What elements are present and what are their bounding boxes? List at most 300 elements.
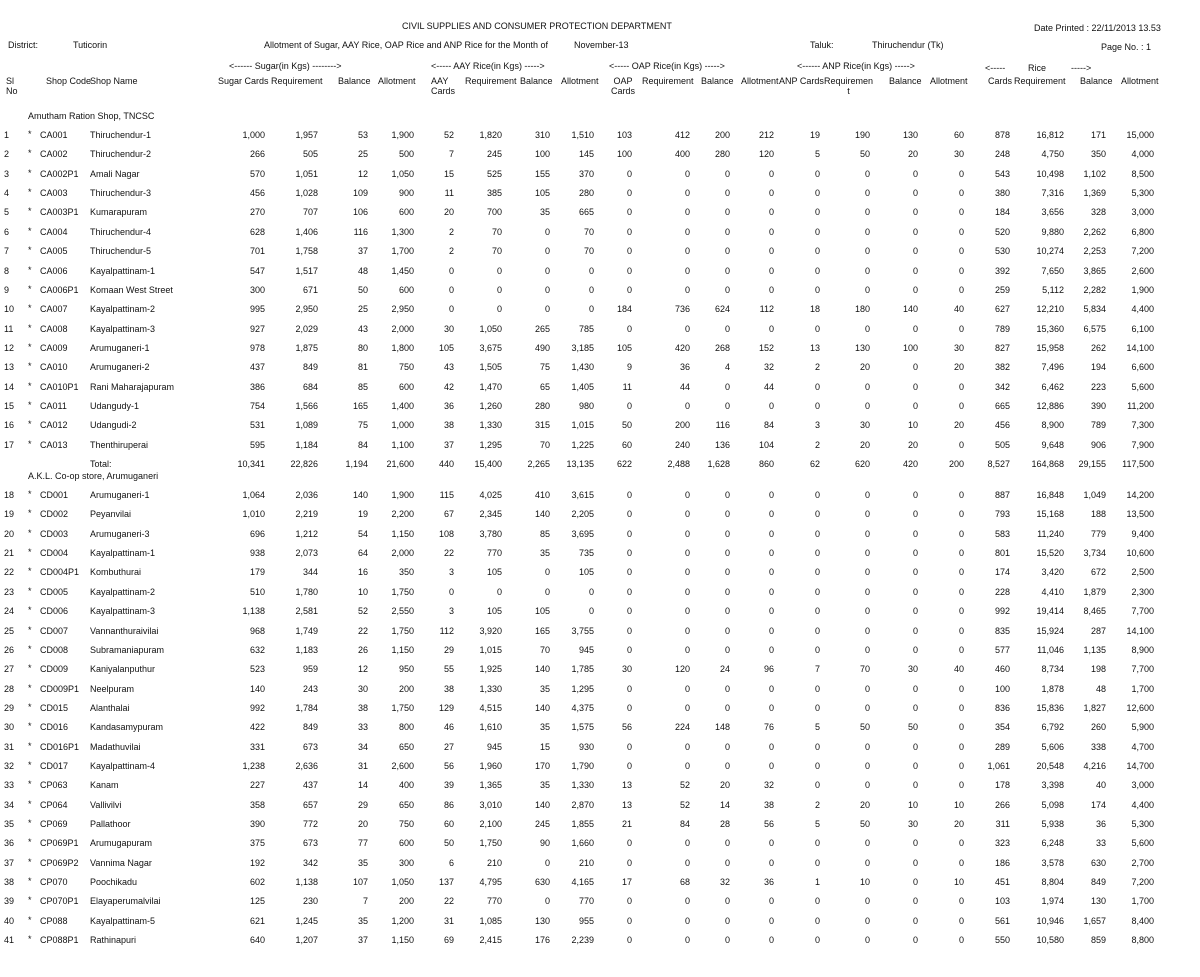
aay-requirement: 1,960 bbox=[479, 760, 502, 771]
aay-allotment: 930 bbox=[578, 741, 594, 752]
shop-code: CA011 bbox=[40, 400, 67, 411]
aay-allotment: 1,660 bbox=[571, 838, 594, 849]
anp-requirement: 0 bbox=[864, 548, 870, 559]
aay-allotment: 4,375 bbox=[571, 702, 594, 713]
rice-requirement: 9,880 bbox=[1041, 226, 1064, 237]
shop-code: CA012 bbox=[40, 420, 68, 431]
aay-allotment: 735 bbox=[578, 548, 594, 559]
sugar-balance: 25 bbox=[357, 304, 368, 315]
oap-cards: 0 bbox=[626, 400, 632, 411]
rice-allotment: 14,700 bbox=[1126, 760, 1154, 771]
rice-cards: 1,061 bbox=[987, 760, 1010, 771]
rice-allotment: 15,000 bbox=[1126, 130, 1154, 140]
rice-allotment: 5,300 bbox=[1131, 188, 1154, 199]
rice-allotment: 8,400 bbox=[1131, 915, 1154, 926]
oap-balance: 0 bbox=[724, 567, 730, 578]
rice-balance: 174 bbox=[1090, 799, 1106, 810]
shop-code: CA003 bbox=[40, 188, 68, 199]
rice-cards: 543 bbox=[994, 168, 1010, 179]
district-value: Tuticorin bbox=[73, 40, 108, 50]
row-bullet-icon: * bbox=[28, 508, 32, 519]
anp-allotment-total: 200 bbox=[948, 459, 964, 469]
oap-allotment: 0 bbox=[768, 644, 774, 655]
aay-balance: 165 bbox=[534, 625, 550, 636]
col-rice-balance: Balance bbox=[1080, 76, 1113, 86]
aay-cards: 69 bbox=[443, 935, 454, 946]
anp-requirement: 0 bbox=[864, 935, 870, 946]
aay-cards: 115 bbox=[439, 490, 454, 500]
shop-code: CP069P2 bbox=[40, 857, 79, 868]
shop-name: Kanam bbox=[90, 780, 119, 791]
rice-requirement: 5,938 bbox=[1041, 819, 1064, 829]
sugar-balance: 10 bbox=[357, 586, 368, 597]
oap-requirement: 0 bbox=[684, 246, 690, 257]
row-bullet-icon: * bbox=[28, 303, 32, 314]
col-anp-allotment: Allotment bbox=[930, 76, 968, 86]
oap-requirement: 420 bbox=[674, 342, 690, 353]
anp-requirement: 0 bbox=[864, 741, 870, 752]
rice-allotment: 14,200 bbox=[1126, 490, 1154, 500]
sugar-balance: 52 bbox=[357, 606, 368, 617]
shop-name: Arumuganeri-3 bbox=[90, 528, 150, 539]
rice-cards: 103 bbox=[994, 896, 1010, 907]
rice-requirement: 19,414 bbox=[1036, 606, 1064, 617]
rice-requirement: 4,410 bbox=[1041, 586, 1064, 597]
anp-requirement: 30 bbox=[859, 420, 870, 431]
rice-requirement: 7,496 bbox=[1041, 362, 1064, 373]
aay-balance: 140 bbox=[534, 509, 550, 520]
aay-balance: 140 bbox=[534, 664, 550, 675]
col-oap-balance: Balance bbox=[701, 76, 734, 86]
department-title: CIVIL SUPPLIES AND CONSUMER PROTECTION DEPARTMENT bbox=[402, 21, 672, 31]
shop-code: CD008 bbox=[40, 644, 69, 655]
sugar-cards: 510 bbox=[249, 586, 265, 597]
anp-balance: 0 bbox=[912, 780, 918, 791]
oap-cards: 0 bbox=[626, 857, 632, 868]
rice-cards: 311 bbox=[995, 819, 1010, 829]
sugar-allotment: 650 bbox=[398, 741, 414, 752]
sugar-allotment: 1,750 bbox=[391, 586, 414, 597]
aay-cards: 52 bbox=[443, 130, 454, 140]
shop-name: Arumuganeri-1 bbox=[90, 490, 150, 500]
shop-name: Subramaniapuram bbox=[90, 644, 165, 655]
sl-no: 5 bbox=[4, 207, 10, 218]
col-aay-allotment: Allotment bbox=[561, 76, 599, 86]
sugar-allotment: 1,800 bbox=[391, 342, 414, 353]
aay-allotment: 0 bbox=[588, 284, 594, 295]
sugar-balance: 77 bbox=[357, 838, 368, 849]
sugar-balance: 12 bbox=[357, 168, 368, 179]
shop-name: Pallathoor bbox=[90, 819, 131, 829]
aay-allotment: 3,615 bbox=[571, 490, 594, 500]
aay-requirement: 2,100 bbox=[479, 819, 502, 829]
shop-code: CA008 bbox=[40, 323, 68, 334]
aay-requirement: 1,820 bbox=[479, 130, 502, 140]
oap-allotment: 0 bbox=[768, 760, 774, 771]
row-bullet-icon: * bbox=[28, 876, 32, 886]
aay-cards: 0 bbox=[448, 586, 454, 597]
rice-cards: 827 bbox=[994, 342, 1010, 353]
row-bullet-icon: * bbox=[28, 167, 32, 178]
sugar-requirement: 2,029 bbox=[295, 323, 318, 334]
sl-no: 21 bbox=[4, 548, 15, 559]
anp-allotment: 0 bbox=[958, 838, 964, 849]
shop-name: Thiruchendur-1 bbox=[90, 130, 152, 140]
sugar-cards: 754 bbox=[249, 400, 265, 411]
rice-cards: 342 bbox=[994, 381, 1010, 392]
oap-cards: 21 bbox=[621, 819, 632, 829]
sugar-requirement: 1,780 bbox=[295, 586, 318, 597]
aay-allotment: 1,225 bbox=[571, 439, 594, 450]
aay-allotment: 70 bbox=[583, 226, 594, 237]
shop-name: Thiruchendur-4 bbox=[90, 226, 152, 237]
anp-balance: 0 bbox=[912, 683, 918, 694]
aay-balance: 0 bbox=[544, 896, 550, 907]
sugar-allotment: 2,950 bbox=[391, 304, 414, 315]
oap-cards: 0 bbox=[626, 896, 632, 907]
aay-requirement: 0 bbox=[496, 284, 502, 295]
sugar-allotment: 2,600 bbox=[391, 760, 414, 771]
aay-balance: 35 bbox=[539, 780, 550, 791]
anp-requirement: 0 bbox=[864, 490, 870, 500]
oap-balance: 0 bbox=[724, 606, 730, 617]
oap-requirement: 0 bbox=[684, 838, 690, 849]
oap-allotment: 32 bbox=[763, 362, 774, 373]
rice-requirement: 15,958 bbox=[1036, 342, 1064, 353]
rice-balance: 171 bbox=[1090, 130, 1106, 140]
rice-requirement: 16,812 bbox=[1036, 130, 1064, 140]
anp-requirement: 20 bbox=[859, 362, 870, 373]
oap-allotment: 0 bbox=[768, 586, 774, 597]
shop-code: CA004 bbox=[40, 226, 68, 237]
anp-balance: 0 bbox=[912, 548, 918, 559]
anp-requirement: 0 bbox=[864, 207, 870, 218]
oap-requirement: 0 bbox=[684, 509, 690, 520]
anp-cards: 3 bbox=[814, 420, 820, 431]
aay-cards: 29 bbox=[443, 644, 454, 655]
oap-requirement: 0 bbox=[684, 606, 690, 617]
anp-balance: 100 bbox=[902, 342, 918, 353]
shop-name: Kombuthurai bbox=[90, 567, 142, 578]
rice-cards: 259 bbox=[994, 284, 1010, 295]
sugar-balance: 106 bbox=[352, 207, 368, 218]
anp-balance: 0 bbox=[912, 265, 918, 276]
sugar-requirement: 1,517 bbox=[295, 265, 318, 276]
sugar-allotment: 300 bbox=[398, 857, 414, 868]
anp-cards: 0 bbox=[814, 400, 820, 411]
oap-allotment: 0 bbox=[768, 188, 774, 199]
sugar-cards: 1,138 bbox=[242, 606, 265, 617]
oap-allotment: 0 bbox=[768, 490, 774, 500]
sugar-requirement: 230 bbox=[302, 896, 318, 907]
page-number: Page No. : 1 bbox=[1101, 42, 1152, 52]
rice-balance: 789 bbox=[1090, 420, 1106, 431]
shop-name: Kumarapuram bbox=[90, 207, 148, 218]
sugar-cards: 375 bbox=[249, 838, 265, 849]
col-oap-requirement: Requirement bbox=[642, 76, 694, 86]
rice-balance: 198 bbox=[1090, 664, 1106, 675]
anp-allotment: 0 bbox=[958, 567, 964, 578]
oap-allotment: 0 bbox=[768, 896, 774, 907]
sugar-allotment: 1,400 bbox=[391, 400, 414, 411]
sugar-requirement: 1,212 bbox=[295, 528, 318, 539]
sugar-allotment: 1,300 bbox=[391, 226, 414, 237]
oap-balance: 0 bbox=[724, 915, 730, 926]
row-bullet-icon: * bbox=[28, 759, 32, 770]
oap-requirement: 0 bbox=[684, 226, 690, 237]
row-bullet-icon: * bbox=[28, 643, 32, 654]
row-bullet-icon: * bbox=[28, 129, 32, 139]
rice-balance: 906 bbox=[1090, 439, 1106, 450]
rice-allotment: 10,600 bbox=[1126, 548, 1154, 559]
rice-requirement: 15,836 bbox=[1036, 702, 1064, 713]
sugar-requirement: 2,219 bbox=[295, 509, 318, 520]
aay-requirement: 4,795 bbox=[479, 877, 502, 887]
oap-allotment: 212 bbox=[758, 130, 774, 140]
aay-requirement: 70 bbox=[491, 246, 502, 257]
sugar-balance: 34 bbox=[357, 741, 368, 752]
shop-code: CD017 bbox=[40, 760, 69, 771]
rice-cards: 878 bbox=[994, 130, 1010, 140]
shop-name: Arumugapuram bbox=[90, 838, 153, 849]
row-bullet-icon: * bbox=[28, 489, 32, 499]
anp-balance: 50 bbox=[907, 722, 918, 733]
rice-balance: 2,282 bbox=[1083, 284, 1106, 295]
anp-cards: 0 bbox=[814, 683, 820, 694]
rice-balance: 859 bbox=[1090, 935, 1106, 946]
sugar-cards: 1,238 bbox=[242, 760, 265, 771]
sugar-allotment: 1,450 bbox=[391, 265, 414, 276]
aay-cards: 105 bbox=[438, 342, 454, 353]
rice-allotment: 2,600 bbox=[1131, 265, 1154, 276]
anp-balance: 0 bbox=[912, 168, 918, 179]
rice-allotment-total: 117,500 bbox=[1122, 459, 1154, 469]
oap-cards: 0 bbox=[626, 168, 632, 179]
sugar-cards: 570 bbox=[249, 168, 265, 179]
anp-requirement: 0 bbox=[864, 625, 870, 636]
anp-allotment: 0 bbox=[958, 702, 964, 713]
rice-cards: 186 bbox=[994, 857, 1010, 868]
aay-allotment: 0 bbox=[588, 606, 594, 617]
oap-allotment: 0 bbox=[768, 935, 774, 946]
oap-requirement: 240 bbox=[674, 439, 690, 450]
sl-no: 37 bbox=[4, 857, 15, 868]
oap-requirement: 0 bbox=[684, 702, 690, 713]
aay-cards: 22 bbox=[443, 896, 454, 907]
rice-allotment: 3,000 bbox=[1131, 780, 1154, 791]
oap-allotment: 0 bbox=[768, 207, 774, 218]
aay-requirement: 0 bbox=[496, 586, 502, 597]
aay-allotment: 2,870 bbox=[571, 799, 594, 810]
rice-requirement: 15,168 bbox=[1036, 509, 1064, 520]
sugar-requirement: 1,406 bbox=[295, 226, 318, 237]
rice-group-header-right: -----> bbox=[1071, 63, 1092, 73]
aay-balance: 0 bbox=[544, 304, 550, 315]
sugar-allotment: 1,050 bbox=[391, 877, 414, 887]
shop-code: CP064 bbox=[40, 799, 68, 810]
oap-balance: 0 bbox=[724, 857, 730, 868]
sugar-allotment: 600 bbox=[398, 838, 414, 849]
oap-allotment: 0 bbox=[768, 168, 774, 179]
rice-allotment: 6,100 bbox=[1131, 323, 1154, 334]
anp-requirement-total: 620 bbox=[854, 459, 870, 469]
sugar-allotment: 950 bbox=[398, 664, 414, 675]
anp-balance: 30 bbox=[907, 664, 918, 675]
aay-requirement: 3,010 bbox=[479, 799, 502, 810]
rice-cards: 456 bbox=[994, 420, 1010, 431]
rice-requirement: 7,316 bbox=[1041, 188, 1064, 199]
sugar-balance: 165 bbox=[352, 400, 368, 411]
anp-allotment: 0 bbox=[958, 935, 964, 946]
sugar-requirement: 344 bbox=[302, 567, 318, 578]
shop-name: Kayalpattinam-5 bbox=[90, 915, 156, 926]
row-bullet-icon: * bbox=[28, 682, 32, 693]
row-bullet-icon: * bbox=[28, 779, 32, 790]
oap-requirement: 0 bbox=[684, 528, 690, 539]
row-bullet-icon: * bbox=[28, 283, 32, 294]
oap-requirement: 0 bbox=[684, 168, 690, 179]
anp-requirement: 0 bbox=[864, 838, 870, 849]
rice-balance: 328 bbox=[1090, 207, 1106, 218]
shop-code: CA013 bbox=[40, 439, 68, 450]
aay-requirement: 245 bbox=[486, 149, 502, 160]
anp-balance: 0 bbox=[912, 246, 918, 257]
anp-balance: 130 bbox=[902, 130, 918, 140]
sugar-cards: 640 bbox=[249, 935, 265, 946]
oap-balance: 20 bbox=[719, 780, 730, 791]
anp-requirement: 0 bbox=[864, 586, 870, 597]
oap-balance: 0 bbox=[724, 838, 730, 849]
oap-requirement: 84 bbox=[679, 819, 690, 829]
oap-cards: 13 bbox=[621, 799, 632, 810]
oap-cards: 0 bbox=[626, 188, 632, 199]
rice-balance: 194 bbox=[1090, 362, 1106, 373]
aay-balance: 65 bbox=[539, 381, 550, 392]
aay-cards: 3 bbox=[448, 606, 454, 617]
anp-cards: 0 bbox=[814, 188, 820, 199]
shop-name: Kayalpattinam-3 bbox=[90, 323, 156, 334]
sugar-allotment-total: 21,600 bbox=[386, 459, 414, 469]
shop-name: Amali Nagar bbox=[90, 168, 140, 179]
aay-cards: 50 bbox=[443, 838, 454, 849]
aay-requirement: 1,505 bbox=[479, 362, 502, 373]
oap-requirement: 0 bbox=[684, 265, 690, 276]
sugar-allotment: 1,150 bbox=[391, 528, 414, 539]
rice-balance: 849 bbox=[1090, 877, 1106, 887]
district-label: District: bbox=[8, 40, 38, 50]
oap-balance: 0 bbox=[724, 548, 730, 559]
anp-requirement: 0 bbox=[864, 780, 870, 791]
oap-balance: 4 bbox=[724, 362, 730, 373]
anp-balance: 0 bbox=[912, 606, 918, 617]
rice-allotment: 2,700 bbox=[1131, 857, 1154, 868]
anp-allotment: 0 bbox=[958, 284, 964, 295]
oap-balance-total: 1,628 bbox=[707, 459, 730, 469]
aay-allotment: 0 bbox=[588, 586, 594, 597]
rice-balance: 8,465 bbox=[1083, 606, 1106, 617]
rice-cards: 184 bbox=[994, 207, 1010, 218]
rice-requirement: 6,462 bbox=[1041, 381, 1064, 392]
row-bullet-icon: * bbox=[28, 341, 32, 352]
oap-cards: 0 bbox=[626, 606, 632, 617]
shop-code: CP063 bbox=[40, 780, 68, 791]
oap-requirement: 52 bbox=[679, 780, 690, 791]
rice-requirement: 5,112 bbox=[1042, 284, 1064, 295]
aay-balance: 70 bbox=[539, 439, 550, 450]
taluk-label: Taluk: bbox=[810, 40, 834, 50]
anp-cards: 18 bbox=[809, 304, 820, 315]
oap-allotment: 84 bbox=[763, 420, 774, 431]
sugar-requirement: 1,028 bbox=[295, 188, 318, 199]
aay-cards: 39 bbox=[443, 780, 454, 791]
aay-balance: 155 bbox=[534, 168, 550, 179]
anp-cards: 5 bbox=[814, 149, 820, 160]
sl-no: 8 bbox=[4, 265, 10, 276]
rice-balance: 3,734 bbox=[1083, 548, 1106, 559]
oap-requirement: 0 bbox=[684, 207, 690, 218]
oap-requirement: 68 bbox=[679, 877, 690, 887]
rice-requirement: 10,498 bbox=[1036, 168, 1064, 179]
anp-cards: 7 bbox=[814, 664, 820, 675]
oap-cards: 60 bbox=[621, 439, 632, 450]
sugar-cards: 632 bbox=[249, 644, 265, 655]
rice-cards: 100 bbox=[994, 683, 1010, 694]
aay-requirement: 70 bbox=[491, 226, 502, 237]
aay-balance: 490 bbox=[534, 342, 550, 353]
sugar-requirement: 1,749 bbox=[295, 625, 318, 636]
row-bullet-icon: * bbox=[28, 585, 32, 596]
sugar-cards: 266 bbox=[249, 149, 265, 160]
aay-balance: 35 bbox=[539, 683, 550, 694]
sugar-allotment: 2,200 bbox=[391, 509, 414, 520]
sugar-cards: 978 bbox=[249, 342, 265, 353]
aay-balance: 0 bbox=[544, 284, 550, 295]
row-bullet-icon: * bbox=[28, 566, 32, 577]
sl-no: 13 bbox=[4, 362, 15, 373]
aay-cards: 2 bbox=[448, 246, 454, 257]
oap-allotment: 36 bbox=[763, 877, 774, 887]
oap-cards: 0 bbox=[626, 586, 632, 597]
sl-no: 20 bbox=[4, 528, 15, 539]
rice-requirement: 3,398 bbox=[1041, 780, 1064, 791]
aay-allotment: 3,755 bbox=[571, 625, 594, 636]
anp-requirement: 20 bbox=[859, 439, 870, 450]
rice-requirement: 10,946 bbox=[1036, 915, 1064, 926]
shop-code: CD001 bbox=[40, 490, 69, 500]
sugar-allotment: 900 bbox=[398, 188, 414, 199]
oap-balance: 14 bbox=[719, 799, 730, 810]
sl-no: 18 bbox=[4, 490, 15, 500]
aay-allotment: 4,165 bbox=[571, 877, 594, 887]
col-sugar-cards: Sugar Cards bbox=[218, 76, 269, 86]
anp-allotment: 0 bbox=[958, 896, 964, 907]
shop-name: Alanthalai bbox=[90, 702, 130, 713]
col-oap-cards: OAP Cards bbox=[611, 76, 636, 96]
row-bullet-icon: * bbox=[28, 624, 32, 635]
aay-allotment: 955 bbox=[578, 915, 594, 926]
anp-cards: 0 bbox=[814, 644, 820, 655]
sugar-requirement: 673 bbox=[302, 838, 318, 849]
aay-cards: 22 bbox=[443, 548, 454, 559]
sugar-balance: 37 bbox=[357, 246, 368, 257]
aay-requirement: 0 bbox=[496, 265, 502, 276]
rice-cards: 354 bbox=[994, 722, 1010, 733]
rice-allotment: 5,600 bbox=[1131, 838, 1154, 849]
sl-no: 16 bbox=[4, 420, 15, 431]
rice-allotment: 14,100 bbox=[1126, 625, 1154, 636]
sugar-requirement: 1,184 bbox=[295, 439, 318, 450]
anp-cards: 0 bbox=[814, 586, 820, 597]
